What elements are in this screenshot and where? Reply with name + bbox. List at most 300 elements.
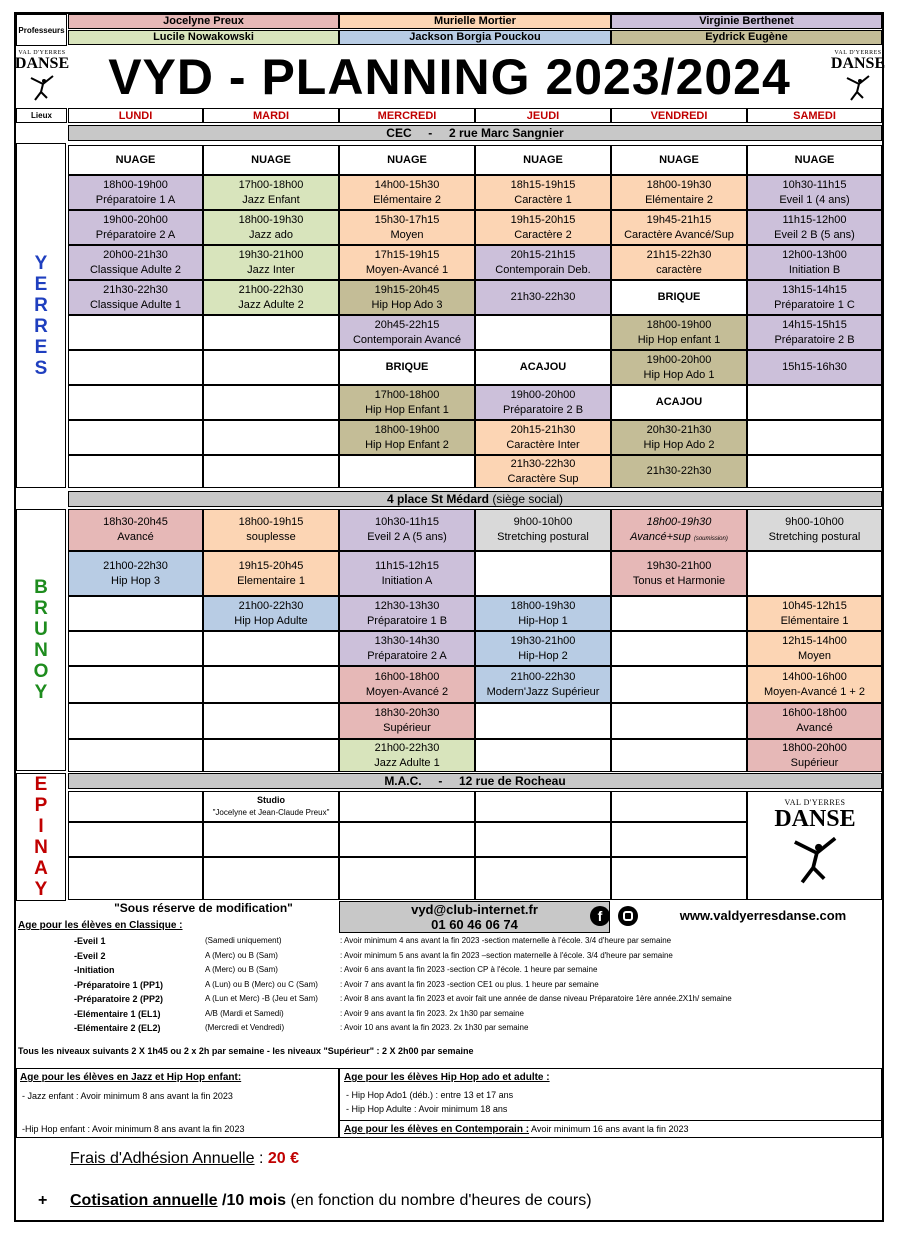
age-rule: : Avoir minimum 4 ans avant la fin 2023 -section maternelle à l'école. 3/4 d'heure par semaine xyxy=(340,936,672,945)
logo-right: VAL D'YERRES DANSE xyxy=(834,50,882,108)
schedule-cell[interactable] xyxy=(475,210,611,245)
empty-cell xyxy=(611,791,747,822)
schedule-cell[interactable] xyxy=(747,175,882,210)
schedule-cell[interactable] xyxy=(339,509,475,551)
schedule-cell xyxy=(68,385,203,420)
schedule-cell[interactable] xyxy=(611,315,747,350)
hiphop-title: Age pour les élèves Hip Hop ado et adulte : xyxy=(344,1072,550,1083)
page-title: VYD - PLANNING 2023/2024 xyxy=(108,49,791,105)
schedule-cell[interactable] xyxy=(203,245,339,280)
class-time: NUAGE xyxy=(659,153,699,166)
room-label xyxy=(339,350,475,385)
schedule-cell[interactable] xyxy=(747,596,882,631)
schedule-cell xyxy=(611,631,747,666)
class-name: Hip Hop Adulte xyxy=(234,614,308,627)
schedule-cell[interactable] xyxy=(747,509,882,551)
age-days: A (Merc) ou B (Sam) xyxy=(205,950,278,960)
classique-title: Age pour les élèves en Classique : xyxy=(18,920,183,931)
class-time: ACAJOU xyxy=(655,396,703,408)
schedule-cell xyxy=(68,455,203,488)
class-name: Hip Hop 3 xyxy=(111,574,160,587)
class-time: 19h00-20h00 xyxy=(646,353,712,366)
empty-cell xyxy=(68,857,203,900)
class-time: 19h30-21h00 xyxy=(646,559,712,572)
empty-cell xyxy=(339,791,475,822)
city-letter: E xyxy=(34,774,48,795)
class-time: 14h00-16h00 xyxy=(782,670,847,683)
age-days: A (Merc) ou B (Sam) xyxy=(205,965,278,974)
class-time: 9h00-10h00 xyxy=(513,516,573,528)
schedule-cell[interactable] xyxy=(339,703,475,739)
class-time: 18h00-19h00 xyxy=(103,178,168,191)
city-letter: R xyxy=(34,315,48,337)
schedule-cell xyxy=(68,350,203,385)
class-name: Supérieur xyxy=(383,722,431,734)
schedule-cell[interactable] xyxy=(339,420,475,455)
schedule-cell xyxy=(475,703,611,739)
city-letter: N xyxy=(34,837,48,858)
schedule-cell[interactable] xyxy=(747,210,882,245)
schedule-cell[interactable] xyxy=(339,175,475,210)
epinay-studio: Studio "Jocelyne et Jean-Claude Preux" xyxy=(203,791,339,822)
schedule-cell[interactable] xyxy=(339,551,475,596)
class-time: 18h00-19h00 xyxy=(646,318,712,331)
schedule-cell[interactable] xyxy=(339,631,475,666)
brunoy-city xyxy=(16,509,66,771)
empty-cell xyxy=(611,857,747,900)
class-name: Caractère 2 xyxy=(514,228,572,241)
class-name: Hip Hop Enfant 2 xyxy=(365,438,449,451)
class-name: Jazz ado xyxy=(248,228,294,241)
class-name: Caractère Inter xyxy=(506,438,580,451)
schedule-cell xyxy=(203,739,339,772)
age-level: -Préparatoire 2 (PP2) xyxy=(74,994,164,1004)
class-name: Initiation B xyxy=(788,263,841,276)
schedule-cell[interactable] xyxy=(203,210,339,245)
day-header-mercredi: MERCREDI xyxy=(339,108,475,123)
empty-cell xyxy=(611,822,747,857)
class-name: Jazz Adulte 1 xyxy=(374,756,440,769)
class-time: 18h00-19h15 xyxy=(238,516,304,528)
website-link[interactable]: www.valdyerresdanse.com xyxy=(679,908,847,923)
schedule-cell[interactable] xyxy=(339,385,475,420)
class-name: Elémentaire 2 xyxy=(645,193,713,206)
class-time: 18h00-19h30 xyxy=(510,599,576,612)
class-time: NUAGE xyxy=(794,153,835,166)
city-letter: S xyxy=(34,357,48,379)
schedule-cell[interactable] xyxy=(611,245,747,280)
class-name: Stretching postural xyxy=(497,531,589,543)
facebook-icon[interactable]: f xyxy=(590,906,610,926)
age-days: A (Lun et Merc) -B (Jeu et Sam) xyxy=(205,994,318,1003)
schedule-cell[interactable] xyxy=(475,175,611,210)
empty-cell xyxy=(68,822,203,857)
schedule-cell[interactable] xyxy=(611,210,747,245)
schedule-cell[interactable] xyxy=(203,509,339,551)
epinay-address: M.A.C. - 12 rue de Rocheau xyxy=(68,773,882,789)
class-name: Jazz Adulte 2 xyxy=(238,298,304,311)
schedule-cell[interactable] xyxy=(203,596,339,631)
class-name: Avancé+sup (soumission) xyxy=(630,531,728,543)
age-rule: : Avoir 9 ans avant la fin 2023. 2x 1h30 par semaine xyxy=(340,1008,524,1018)
hiphop-enfant-rule: -Hip Hop enfant : Avoir minimum 8 ans avant la fin 2023 xyxy=(22,1124,245,1134)
age-rule: : Avoir 10 ans avant la fin 2023. 2x 1h30 par semaine xyxy=(340,1023,529,1032)
class-name: Tonus et Harmonie xyxy=(632,574,726,587)
schedule-cell[interactable] xyxy=(747,245,882,280)
schedule-cell[interactable] xyxy=(475,420,611,455)
cotisation-fee: Cotisation annuelle /10 mois (en fonction du nombre d'heures de cours) xyxy=(70,1192,592,1209)
class-name: souplesse xyxy=(246,531,296,543)
room-label xyxy=(611,145,747,175)
dancer-icon xyxy=(843,72,873,102)
schedule-cell xyxy=(339,455,475,488)
age-days: (Mercredi et Vendredi) xyxy=(205,1023,285,1032)
class-name: Hip Hop Ado 2 xyxy=(643,438,715,451)
class-time: NUAGE xyxy=(387,153,427,166)
day-header-jeudi: JEUDI xyxy=(475,108,611,123)
schedule-cell xyxy=(747,420,882,455)
age-days: A/B (Mardi et Samedi) xyxy=(205,1008,284,1018)
class-time: NUAGE xyxy=(523,153,563,166)
class-time: 11h15-12h15 xyxy=(374,559,440,572)
schedule-cell[interactable] xyxy=(339,315,475,350)
class-name: Avancé xyxy=(117,531,154,543)
logo-left: VAL D'YERRES DANSE xyxy=(18,50,66,108)
schedule-cell xyxy=(68,631,203,666)
epinay-city xyxy=(16,773,66,901)
age-rule: : Avoir minimum 5 ans avant la fin 2023 –section maternelle à l'école. 3/4 d'heure par semaine xyxy=(340,950,673,960)
class-time: 16h00-18h00 xyxy=(374,670,440,683)
schedule-cell[interactable] xyxy=(475,455,611,488)
schedule-cell xyxy=(68,420,203,455)
class-time: 13h30-14h30 xyxy=(374,634,440,647)
schedule-cell xyxy=(611,596,747,631)
jazz-title: Age pour les élèves en Jazz et Hip Hop enfant: xyxy=(20,1072,242,1083)
class-time: 21h00-22h30 xyxy=(238,283,304,296)
city-letter: O xyxy=(33,661,49,682)
brunoy-address: 4 place St Médard (siège social) xyxy=(68,491,882,507)
class-name: Elementaire 1 xyxy=(237,574,305,587)
schedule-cell[interactable] xyxy=(339,666,475,703)
class-name: Eveil 1 (4 ans) xyxy=(779,193,850,206)
schedule-cell[interactable] xyxy=(68,280,203,315)
teacher-name: Murielle Mortier xyxy=(339,14,611,29)
schedule-cell[interactable] xyxy=(203,175,339,210)
city-letter: Y xyxy=(34,252,48,274)
class-name: Moyen-Avancé 2 xyxy=(365,685,449,698)
class-name: Jazz Enfant xyxy=(242,193,300,206)
schedule-cell xyxy=(611,703,747,739)
day-header-samedi: SAMEDI xyxy=(747,108,882,123)
day-header-vendredi: VENDREDI xyxy=(611,108,747,123)
city-letter: N xyxy=(34,640,48,661)
class-time: NUAGE xyxy=(115,153,156,166)
class-time: 10h30-11h15 xyxy=(782,178,847,191)
schedule-cell xyxy=(68,596,203,631)
empty-cell xyxy=(339,822,475,857)
class-time: 18h00-19h30 xyxy=(646,516,712,528)
schedule-cell xyxy=(203,666,339,703)
schedule-cell[interactable] xyxy=(68,509,203,551)
contemporain-rule: Age pour les élèves en Contemporain : Avoir minimum 16 ans avant la fin 2023 xyxy=(344,1124,689,1135)
class-time: 13h15-14h15 xyxy=(782,283,847,296)
schedule-cell[interactable] xyxy=(611,551,747,596)
class-name: Moyen-Avancé 1 + 2 xyxy=(764,685,865,698)
day-header-lundi: LUNDI xyxy=(68,108,203,123)
schedule-cell xyxy=(68,666,203,703)
empty-cell xyxy=(339,857,475,900)
schedule-cell[interactable] xyxy=(68,210,203,245)
class-time: 14h00-15h30 xyxy=(374,178,440,191)
empty-cell xyxy=(475,857,611,900)
schedule-cell[interactable] xyxy=(339,210,475,245)
age-days: A (Lun) ou B (Merc) ou C (Sam) xyxy=(205,979,318,989)
schedule-cell[interactable] xyxy=(611,350,747,385)
class-time: BRIQUE xyxy=(657,291,701,303)
city-letter: Y xyxy=(34,879,48,900)
class-time: 12h15-14h00 xyxy=(782,634,847,647)
schedule-cell xyxy=(203,703,339,739)
class-time: 18h30-20h45 xyxy=(103,516,168,528)
class-time: 12h00-13h00 xyxy=(782,248,847,261)
class-name: Hip Hop Enfant 1 xyxy=(365,403,449,416)
schedule-cell xyxy=(747,455,882,488)
schedule-cell xyxy=(203,350,339,385)
schedule-cell[interactable] xyxy=(475,280,611,315)
class-time: 18h00-20h00 xyxy=(782,741,847,754)
age-days: (Samedi uniquement) xyxy=(205,936,282,945)
class-name: Préparatoire 2 B xyxy=(774,333,855,346)
schedule-cell[interactable] xyxy=(68,245,203,280)
age-level: -Préparatoire 1 (PP1) xyxy=(74,979,164,990)
class-name: Eveil 2 A (5 ans) xyxy=(367,531,447,543)
class-name: Préparatoire 2 A xyxy=(95,228,176,241)
schedule-cell xyxy=(475,315,611,350)
class-time: 21h15-22h30 xyxy=(646,248,712,261)
empty-cell xyxy=(203,857,339,900)
class-name: Hip-Hop 2 xyxy=(518,649,568,662)
room-label xyxy=(747,145,882,175)
schedule-cell xyxy=(203,631,339,666)
jazz-enfant-rule: - Jazz enfant : Avoir minimum 8 ans avant la fin 2023 xyxy=(22,1091,233,1101)
class-time: 19h30-21h00 xyxy=(510,634,576,647)
schedule-cell xyxy=(68,739,203,772)
schedule-cell[interactable] xyxy=(203,280,339,315)
schedule-cell[interactable] xyxy=(475,631,611,666)
yerres-address: CEC - 2 rue Marc Sangnier xyxy=(68,125,882,141)
schedule-cell[interactable] xyxy=(475,666,611,703)
class-time: 14h15-15h15 xyxy=(782,318,847,331)
class-name: Stretching postural xyxy=(768,531,861,543)
class-name: Moyen xyxy=(797,649,832,662)
class-time: 18h15-19h15 xyxy=(510,178,576,191)
class-time: 16h00-18h00 xyxy=(782,707,847,719)
schedule-cell[interactable] xyxy=(339,739,475,772)
room-label xyxy=(475,145,611,175)
class-name: Classique Adulte 2 xyxy=(89,263,182,276)
schedule-cell[interactable] xyxy=(611,175,747,210)
schedule-cell[interactable] xyxy=(68,175,203,210)
city-letter: Y xyxy=(34,682,48,703)
schedule-cell[interactable] xyxy=(611,455,747,488)
class-time: 12h30-13h30 xyxy=(374,599,440,612)
instagram-icon[interactable] xyxy=(618,906,638,926)
schedule-cell[interactable] xyxy=(68,551,203,596)
hiphop-adult-rule: - Hip Hop Adulte : Avoir minimum 18 ans xyxy=(346,1104,508,1114)
empty-cell xyxy=(475,822,611,857)
schedule-cell[interactable] xyxy=(339,280,475,315)
class-name: Eveil 2 B (5 ans) xyxy=(774,228,855,241)
class-name: Hip-Hop 1 xyxy=(518,614,568,627)
class-time: 19h45-21h15 xyxy=(646,213,712,226)
teacher-name: Eydrick Eugène xyxy=(611,30,882,45)
schedule-cell[interactable] xyxy=(747,315,882,350)
schedule-cell[interactable] xyxy=(475,596,611,631)
class-time: 19h00-20h00 xyxy=(103,213,168,226)
age-level: -Eveil 1 xyxy=(74,936,106,946)
class-name: Supérieur xyxy=(790,756,839,769)
city-letter: I xyxy=(38,816,44,837)
schedule-cell[interactable] xyxy=(475,245,611,280)
teacher-name: Jocelyne Preux xyxy=(68,14,339,29)
city-letter: E xyxy=(34,336,48,358)
teacher-name: Virginie Berthenet xyxy=(611,14,882,29)
schedule-cell xyxy=(203,315,339,350)
teacher-name: Lucile Nowakowski xyxy=(68,30,339,45)
city-letter: P xyxy=(34,795,48,816)
class-time: 20h15-21h30 xyxy=(510,423,576,436)
class-name: Hip Hop Ado 1 xyxy=(643,368,715,381)
phone-number: 01 60 46 06 74 xyxy=(431,917,518,932)
schedule-cell[interactable] xyxy=(339,596,475,631)
class-time: 10h30-11h15 xyxy=(374,516,440,528)
class-time: 21h00-22h30 xyxy=(238,599,304,612)
class-name: Moyen xyxy=(390,228,424,241)
schedule-cell[interactable] xyxy=(747,666,882,703)
schedule-cell xyxy=(611,739,747,772)
class-time: 11h15-12h00 xyxy=(782,213,847,226)
email-link[interactable]: vyd@club-internet.fr xyxy=(411,902,538,917)
dancer-icon xyxy=(785,831,845,886)
schedule-cell[interactable] xyxy=(475,385,611,420)
schedule-cell xyxy=(747,551,882,596)
class-time: 18h00-19h30 xyxy=(646,178,712,191)
class-time: 20h15-21h15 xyxy=(510,248,576,261)
room-label xyxy=(203,145,339,175)
day-header-mardi: MARDI xyxy=(203,108,339,123)
schedule-cell[interactable] xyxy=(475,509,611,551)
class-name: Elémentaire 2 xyxy=(373,193,441,206)
class-time: 15h15-16h30 xyxy=(782,361,847,373)
schedule-cell[interactable] xyxy=(747,350,882,385)
schedule-cell[interactable] xyxy=(747,739,882,772)
class-time: 19h15-20h45 xyxy=(238,559,304,572)
city-letter: A xyxy=(34,858,48,879)
class-time: 15h30-17h15 xyxy=(374,213,440,226)
age-box-divider xyxy=(339,1120,882,1121)
class-name: Elémentaire 1 xyxy=(780,614,849,627)
class-time: 17h15-19h15 xyxy=(374,248,440,261)
class-name: Modern'Jazz Supérieur xyxy=(486,685,600,698)
city-letter: R xyxy=(34,598,48,619)
schedule-cell[interactable] xyxy=(747,703,882,739)
reserve-note: "Sous réserve de modification" xyxy=(114,901,293,915)
class-name: Caractère Avancé/Sup xyxy=(624,228,734,241)
class-time: 19h15-20h45 xyxy=(374,283,440,296)
class-time: 19h30-21h00 xyxy=(238,248,304,261)
class-time: 20h30-21h30 xyxy=(646,423,712,436)
dancer-icon xyxy=(27,72,57,102)
age-level: -Elémentaire 2 (EL2) xyxy=(74,1023,161,1033)
class-time: 21h00-22h30 xyxy=(103,559,168,572)
empty-cell xyxy=(475,791,611,822)
professors-label: Professeurs xyxy=(16,14,67,46)
schedule-cell[interactable] xyxy=(203,551,339,596)
class-time: 18h00-19h30 xyxy=(238,213,304,226)
class-time: 20h45-22h15 xyxy=(374,318,440,331)
class-time: 21h30-22h30 xyxy=(510,291,576,303)
schedule-cell[interactable] xyxy=(747,280,882,315)
schedule-cell[interactable] xyxy=(611,509,747,551)
class-time: 19h00-20h00 xyxy=(510,388,576,401)
city-letter: E xyxy=(34,273,48,295)
schedule-cell xyxy=(203,420,339,455)
age-level: -Initiation xyxy=(74,965,115,975)
room-label xyxy=(611,385,747,420)
age-rule: : Avoir 6 ans avant la fin 2023 -section CP à l'école. 1 heure par semaine xyxy=(340,965,598,974)
class-time: 21h30-22h30 xyxy=(646,465,712,477)
logo-epinay: VAL D'YERRES DANSE xyxy=(760,798,870,893)
age-rule: : Avoir 8 ans avant la fin 2023 et avoir fait une année de danse niveau Préparatoire 1ère année.2X1h/ semaine xyxy=(340,994,732,1003)
adhesion-fee: Frais d'Adhésion Annuelle : 20 € xyxy=(70,1150,299,1167)
class-time: 9h00-10h00 xyxy=(785,516,844,528)
class-time: 20h00-21h30 xyxy=(103,248,168,261)
empty-cell xyxy=(68,791,203,822)
class-name: Classique Adulte 1 xyxy=(89,298,182,311)
schedule-cell xyxy=(68,703,203,739)
schedule-cell[interactable] xyxy=(339,245,475,280)
schedule-cell xyxy=(475,739,611,772)
class-name: Caractère Sup xyxy=(507,472,579,485)
class-time: 17h00-18h00 xyxy=(238,178,304,191)
class-time: 18h00-19h00 xyxy=(374,423,440,436)
class-name: Caractère 1 xyxy=(514,193,572,206)
class-name: Hip Hop Ado 3 xyxy=(371,298,443,311)
city-letter: R xyxy=(34,294,48,316)
age-rule: : Avoir 7 ans avant la fin 2023 -section CE1 ou plus. 1 heure par semaine xyxy=(340,979,599,989)
class-name: Moyen-Avancé 1 xyxy=(365,263,449,276)
places-label: Lieux xyxy=(16,108,67,123)
schedule-cell[interactable] xyxy=(747,631,882,666)
class-name: caractère xyxy=(656,263,702,276)
all-levels-note: Tous les niveaux suivants 2 X 1h45 ou 2 x 2h par semaine - les niveaux "Supérieur" : 2 X 2h00 par semaine xyxy=(18,1046,474,1056)
class-name: Initiation A xyxy=(381,574,433,587)
class-time: 19h15-20h15 xyxy=(510,213,576,226)
class-name: Contemporain Avancé xyxy=(352,333,462,346)
class-time: BRIQUE xyxy=(385,361,429,373)
class-name: Préparatoire 1 B xyxy=(366,614,448,627)
room-label xyxy=(68,145,203,175)
class-time: 10h45-12h15 xyxy=(782,599,847,612)
class-time: 18h30-20h30 xyxy=(374,707,440,719)
schedule-cell[interactable] xyxy=(611,420,747,455)
schedule-cell xyxy=(203,455,339,488)
class-name: Préparatoire 2 B xyxy=(502,403,584,416)
age-level: -Elémentaire 1 (EL1) xyxy=(74,1008,161,1019)
class-name: Préparatoire 1 A xyxy=(95,193,176,206)
class-time: 21h00-22h30 xyxy=(374,741,440,754)
plus-sign: + xyxy=(38,1192,48,1209)
